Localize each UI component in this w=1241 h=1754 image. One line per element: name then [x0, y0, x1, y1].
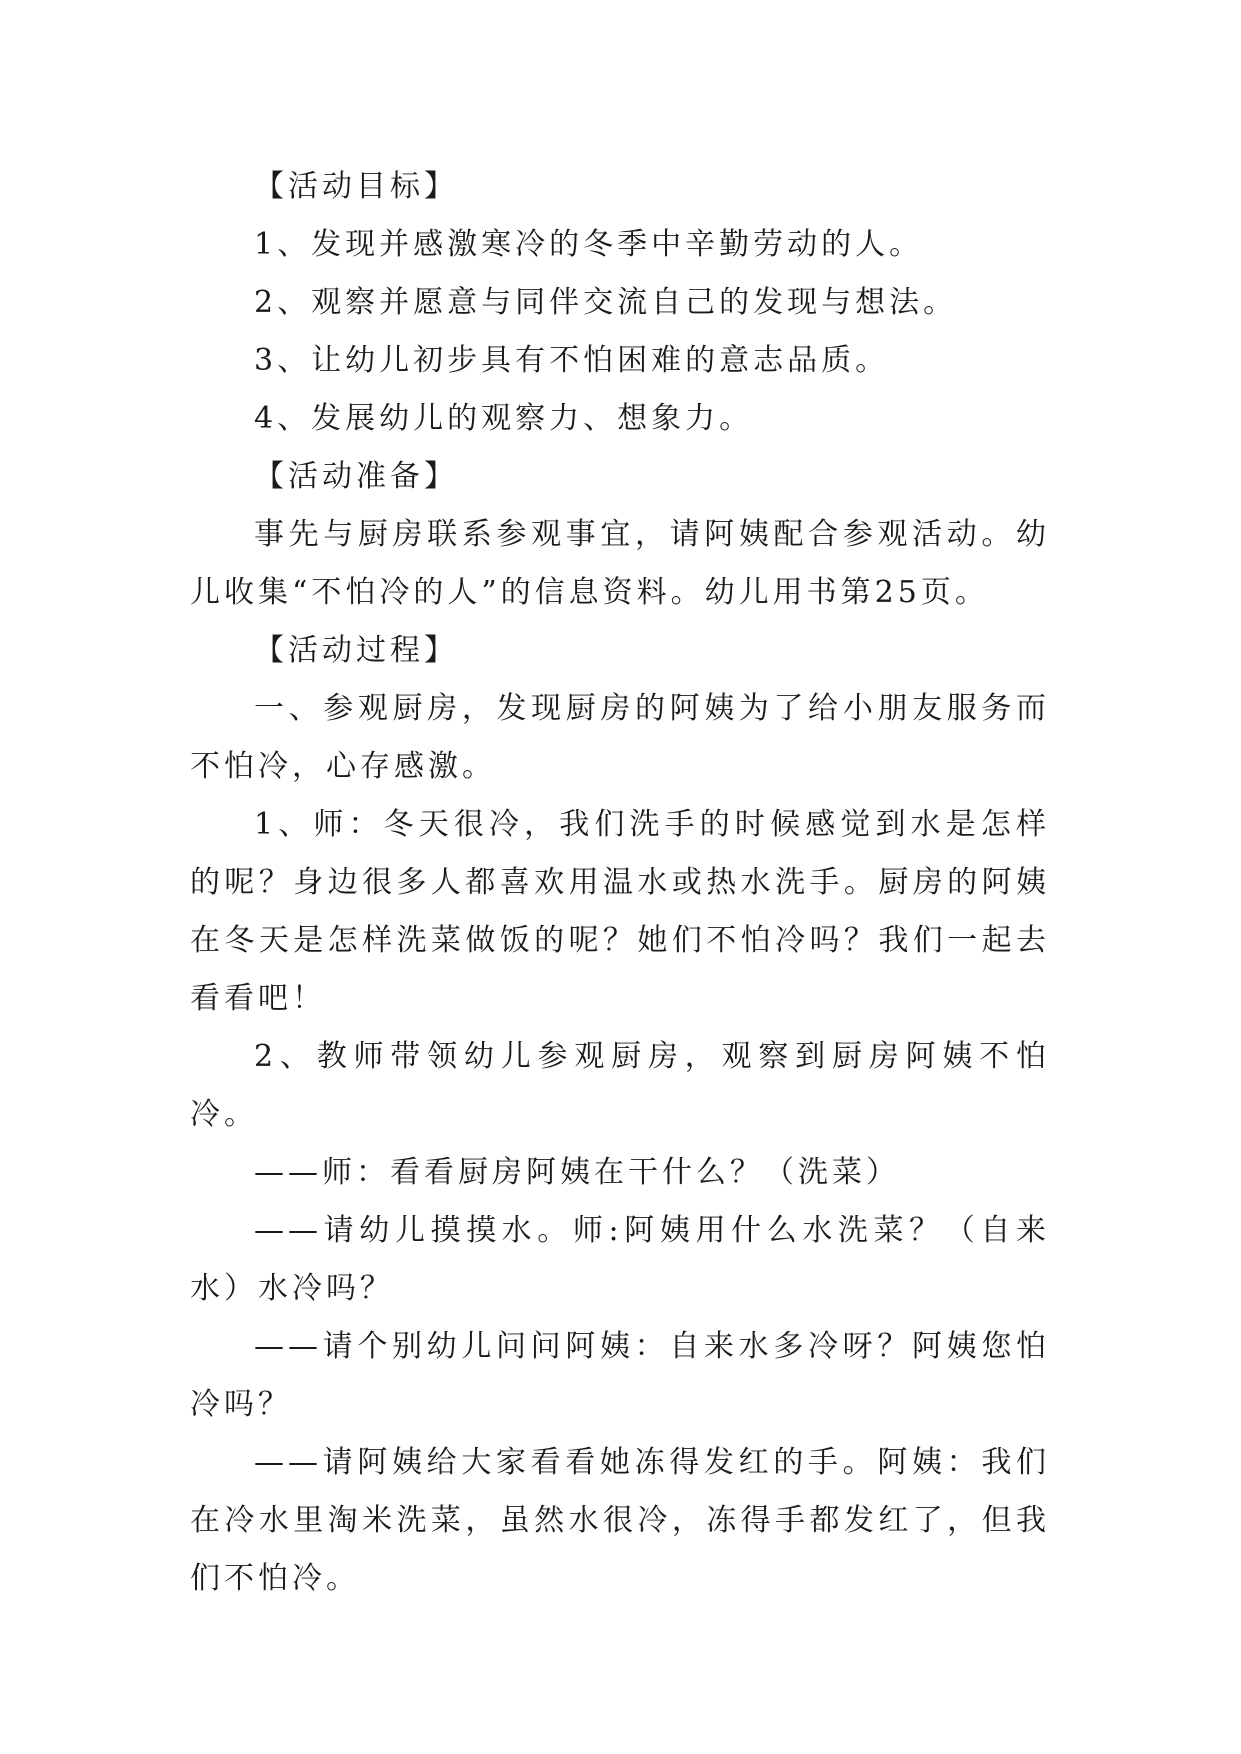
dialogue-line-4: ——请阿姨给大家看看她冻得发红的手。阿姨：我们在冷水里淘米洗菜，虽然水很冷，冻得手都发红了，但我们不怕冷。 [190, 1445, 1050, 1596]
section-heading-preparation: 【活动准备】 [254, 459, 458, 494]
dialogue-line-2: ——请幼儿摸摸水。师:阿姨用什么水洗菜？（自来水）水冷吗？ [190, 1213, 1050, 1306]
dialogue-line-3: ——请个别幼儿问问阿姨：自来水多冷呀？阿姨您怕冷吗？ [190, 1329, 1050, 1422]
dialogue-line-1: ——师：看看厨房阿姨在干什么？（洗菜） [254, 1155, 900, 1190]
process-substep-2: 2、教师带领幼儿参观厨房，观察到厨房阿姨不怕冷。 [190, 1039, 1050, 1132]
goal-item-2: 2、观察并愿意与同伴交流自己的发现与想法。 [254, 285, 958, 320]
goal-item-1: 1、发现并感激寒冷的冬季中辛勤劳动的人。 [254, 227, 924, 262]
goal-item-3: 3、让幼儿初步具有不怕困难的意志品质。 [254, 343, 890, 378]
process-step-1: 一、参观厨房，发现厨房的阿姨为了给小朋友服务而不怕冷，心存感激。 [190, 691, 1050, 784]
preparation-paragraph: 事先与厨房联系参观事宜，请阿姨配合参观活动。幼儿收集“不怕冷的人”的信息资料。幼儿用书第25页。 [190, 517, 1050, 610]
section-heading-process: 【活动过程】 [254, 633, 458, 668]
section-heading-goals: 【活动目标】 [254, 169, 458, 204]
document-page [190, 158, 1050, 1608]
goal-item-4: 4、发展幼儿的观察力、想象力。 [254, 401, 754, 436]
process-substep-1: 1、师：冬天很冷，我们洗手的时候感觉到水是怎样的呢？身边很多人都喜欢用温水或热水洗手。厨房的阿姨在冬天是怎样洗菜做饭的呢？她们不怕冷吗？我们一起去看看吧！ [190, 807, 1050, 1016]
